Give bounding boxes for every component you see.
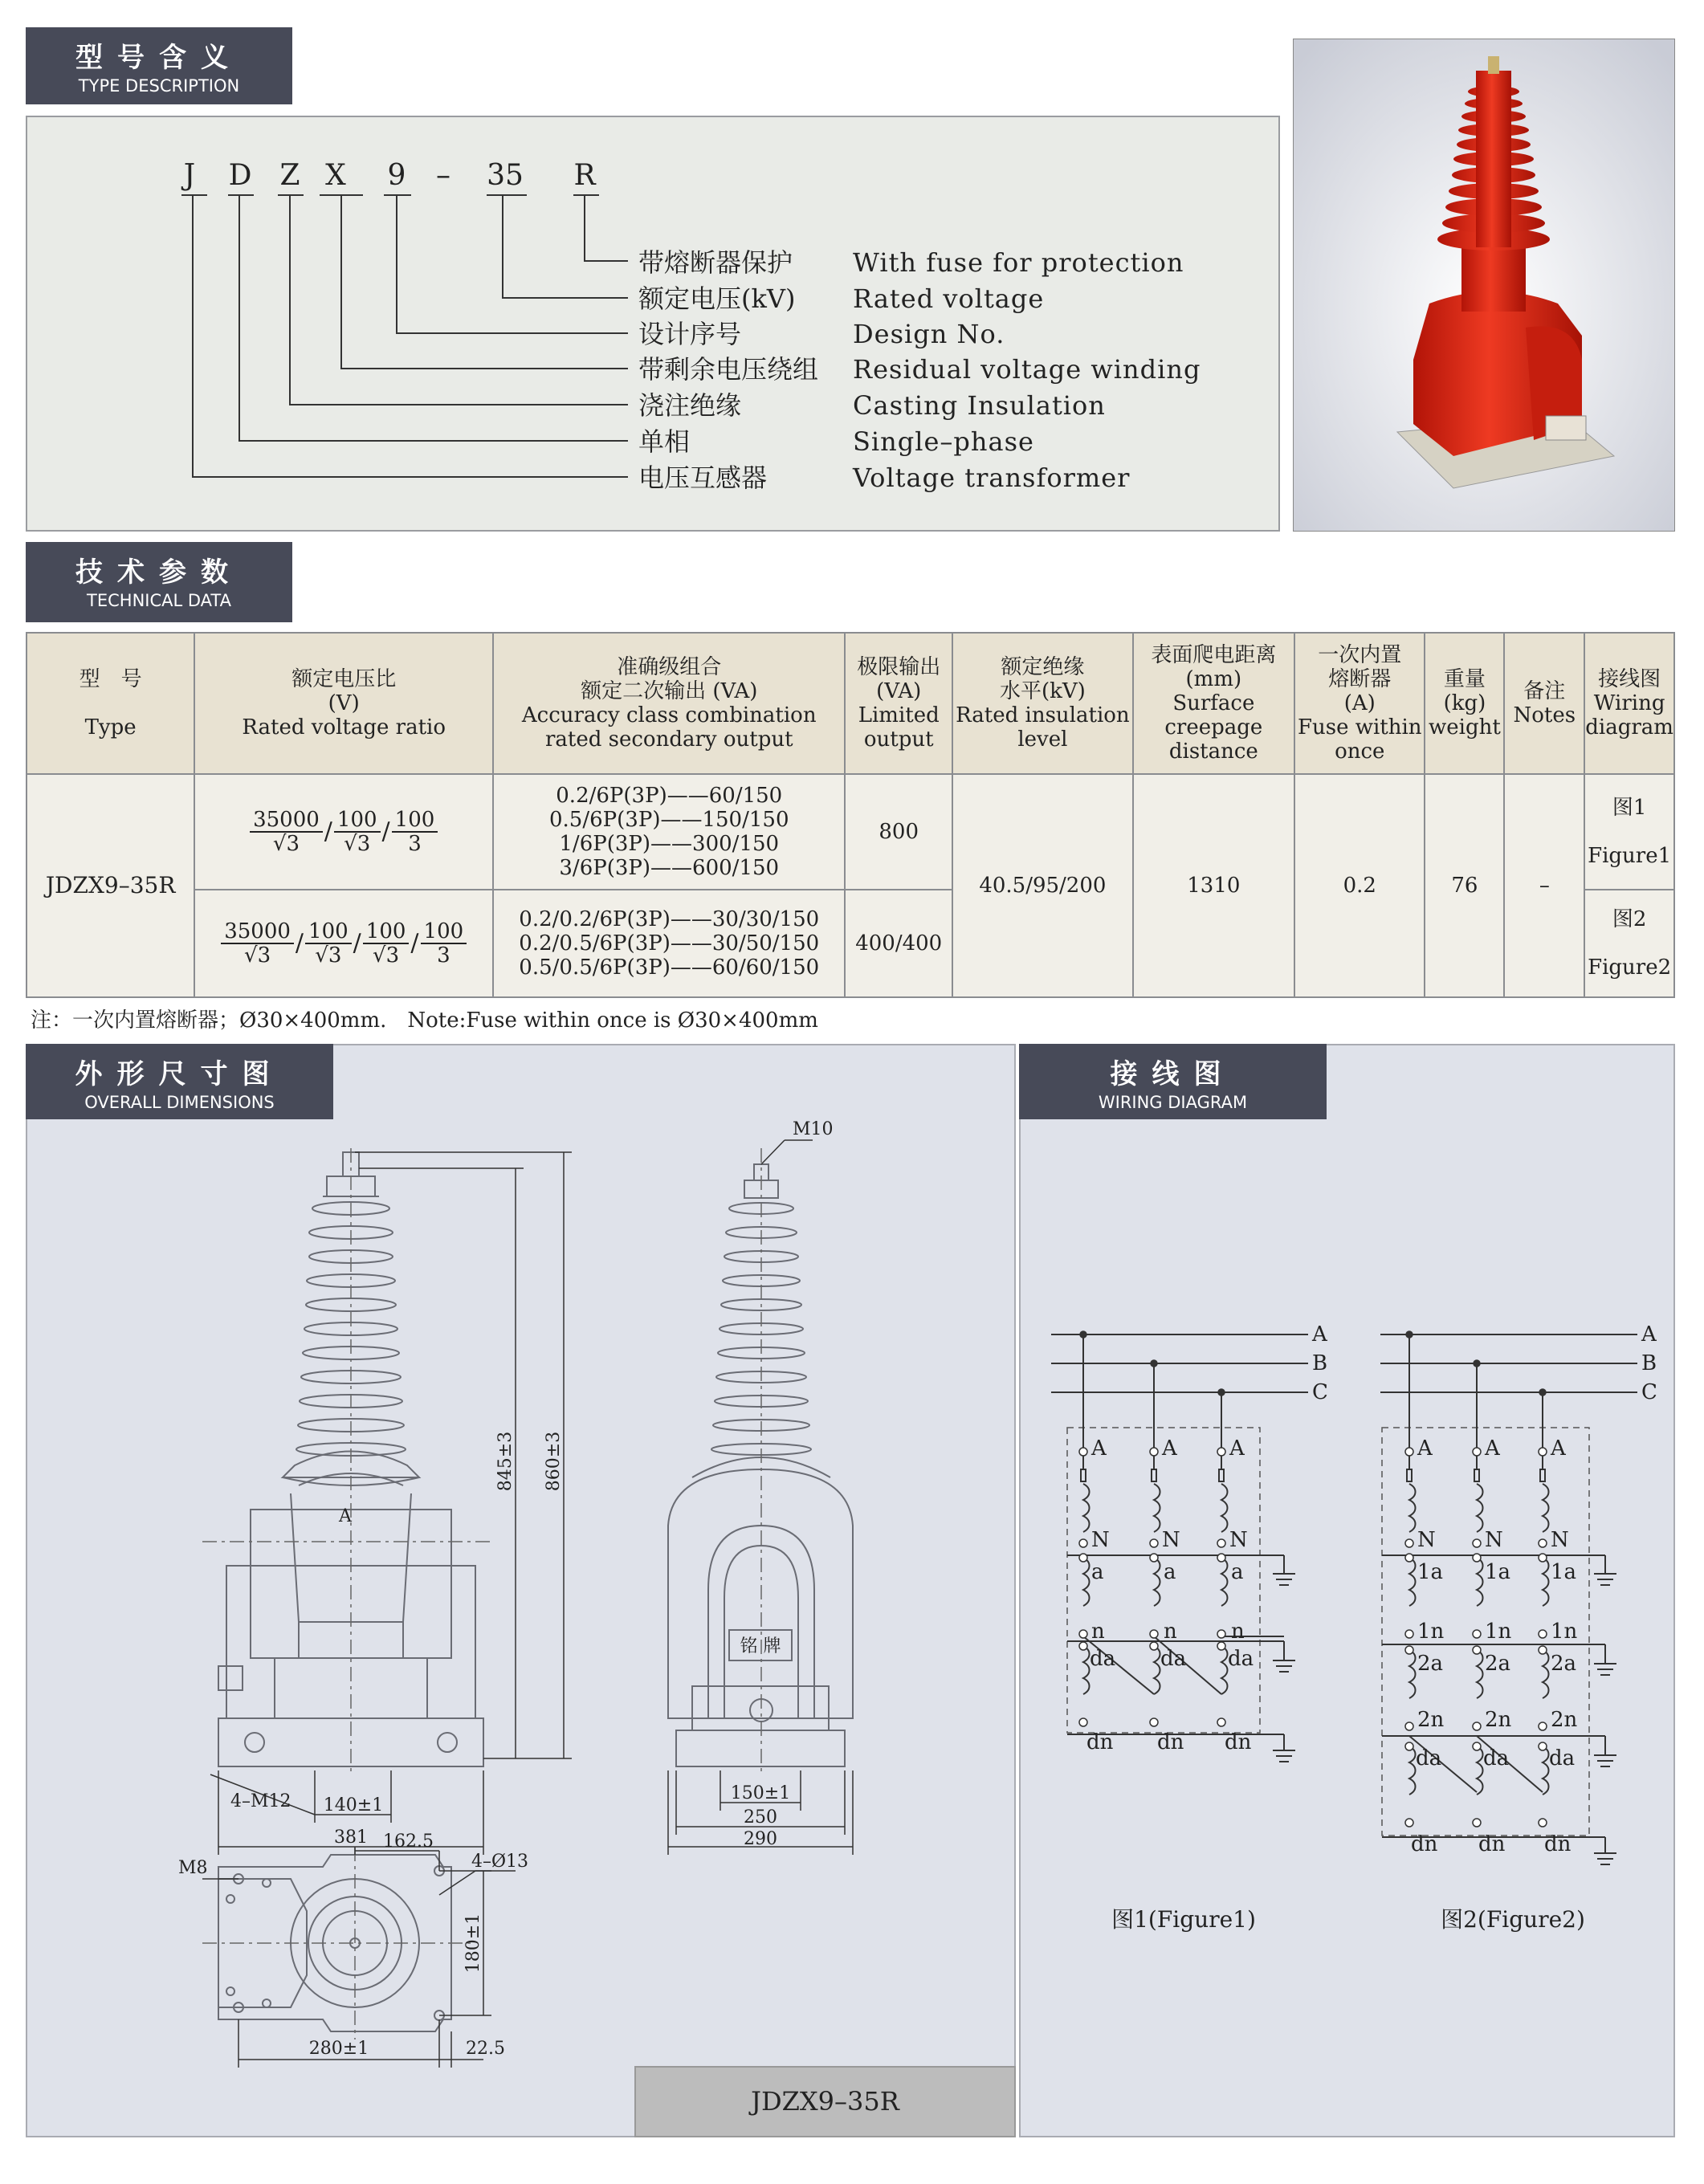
dim-m10: M10 <box>793 1119 834 1139</box>
dim-180: 180±1 <box>463 1913 483 1974</box>
secondary-a-label: a <box>1091 1560 1104 1584</box>
header-wiring: 接线图 Wiring diagram <box>1584 633 1674 774</box>
primary-a-label: A <box>1485 1436 1500 1461</box>
meaning-zh-transformer: 电压互感器 <box>638 462 768 493</box>
residual-dn-label: dn <box>1544 1832 1572 1856</box>
secondary-a-label: a <box>1164 1560 1176 1584</box>
cell-limited-1: 800 <box>845 774 952 890</box>
meaning-zh-single: 单相 <box>638 426 691 457</box>
nameplate-label: 铭 牌 <box>740 1636 781 1656</box>
dim-m8: M8 <box>178 1858 208 1878</box>
dim-290: 290 <box>744 1829 777 1849</box>
secondary-a-label: a <box>1231 1560 1244 1584</box>
cell-ratio-2: $\frac{35000}{√3}$ / $\frac{100}{√3}$ / $\frac{100}{√3}$ / $\frac{100}{3}$ <box>194 890 493 997</box>
residual-da-label: da <box>1228 1647 1254 1671</box>
cell-wiring-1: 图1 Figure1 <box>1584 774 1674 890</box>
cell-ratio-1: $\frac{35000}{√3}$ / $\frac{100}{√3}$ / $\frac{100}{3}$ <box>194 774 493 890</box>
side-view <box>668 1119 853 1855</box>
phase-a-label: A <box>1641 1322 1657 1347</box>
type-code-diagram <box>0 0 1285 538</box>
primary-a-label: A <box>1229 1436 1245 1461</box>
meaning-zh-residual: 带剩余电压绕组 <box>638 354 819 385</box>
wiring-figure-1 <box>1051 1322 1328 1933</box>
phase-c-label: C <box>1641 1380 1657 1404</box>
residual-dn-label: dn <box>1157 1730 1184 1754</box>
cell-limited-2: 400/400 <box>845 890 952 997</box>
front-view <box>202 1148 572 1855</box>
front-label-a: A <box>339 1506 352 1526</box>
header-notes: 备注 Notes <box>1504 633 1584 774</box>
cell-type: JDZX9–35R <box>26 774 194 997</box>
header-accuracy: 准确级组合 额定二次输出 (VA) Accuracy class combination rated secondary output <box>493 633 845 774</box>
dim-250: 250 <box>744 1807 777 1827</box>
meaning-zh-design: 设计序号 <box>638 319 742 349</box>
secondary-1a-label: 1a <box>1417 1560 1444 1584</box>
section-title-en: OVERALL DIMENSIONS <box>84 1093 275 1112</box>
header-insulation: 额定绝缘 水平(kV) Rated insulation level <box>952 633 1133 774</box>
code-letter-j: J <box>183 159 196 192</box>
residual-dn-label: dn <box>1225 1730 1252 1754</box>
neutral-n-label: N <box>1417 1528 1436 1552</box>
figure2-caption: 图2(Figure2) <box>1441 1906 1585 1933</box>
header-weight: 重量 (kg) weight <box>1425 633 1504 774</box>
section-title-en: TYPE DESCRIPTION <box>78 76 240 96</box>
dim-381: 381 <box>334 1827 368 1848</box>
cell-fuse: 0.2 <box>1294 774 1425 997</box>
primary-a-label: A <box>1551 1436 1566 1461</box>
residual-da-label: da <box>1416 1746 1442 1770</box>
secondary-2n-label: 2n <box>1551 1708 1578 1732</box>
section-title-zh: 接线图 <box>1110 1058 1236 1090</box>
cell-accuracy-1: 0.2/6P(3P)——60/150 0.5/6P(3P)——150/150 1/6P(3P)——300/150 3/6P(3P)——600/150 <box>493 774 845 890</box>
secondary-1n-label: 1n <box>1417 1620 1445 1644</box>
cell-wiring-2: 图2 Figure2 <box>1584 890 1674 997</box>
section-title-zh: 型号含义 <box>75 42 243 74</box>
table-row <box>26 774 1674 890</box>
dim-22-5: 22.5 <box>466 2039 505 2059</box>
code-dash: – <box>436 159 450 192</box>
dim-860: 860±3 <box>544 1431 564 1492</box>
header-fuse: 一次内置 熔断器 (A) Fuse within once <box>1294 633 1425 774</box>
phase-a-label: A <box>1312 1322 1327 1347</box>
meaning-zh-casting: 浇注绝缘 <box>638 390 742 421</box>
cell-creepage: 1310 <box>1133 774 1294 997</box>
meaning-en-fuse: With fuse for protection <box>853 247 1184 278</box>
header-creepage: 表面爬电距离 (mm) Surface creepage distance <box>1133 633 1294 774</box>
dim-m12: 4–M12 <box>230 1791 291 1811</box>
dim-280: 280±1 <box>308 2039 369 2059</box>
meaning-en-residual: Residual voltage winding <box>853 354 1201 385</box>
secondary-1n-label: 1n <box>1485 1620 1512 1644</box>
dim-845: 845±3 <box>495 1431 516 1492</box>
secondary-2a-label: 2a <box>1551 1652 1577 1676</box>
header-type: 型 号 Type <box>26 633 194 774</box>
meaning-en-transformer: Voltage transformer <box>853 462 1131 493</box>
cell-notes: – <box>1504 774 1584 997</box>
secondary-1a-label: 1a <box>1551 1560 1577 1584</box>
code-letter-d: D <box>228 159 252 192</box>
primary-a-label: A <box>1091 1436 1107 1461</box>
secondary-n-label: n <box>1091 1620 1105 1644</box>
neutral-n-label: N <box>1091 1528 1110 1552</box>
neutral-n-label: N <box>1485 1528 1503 1552</box>
meaning-en-casting: Casting Insulation <box>853 390 1106 421</box>
wiring-schematics <box>1019 1044 1675 2137</box>
wiring-figure-2 <box>1380 1322 1657 1933</box>
section-title-zh: 外形尺寸图 <box>75 1058 284 1090</box>
neutral-n-label: N <box>1162 1528 1180 1552</box>
meaning-en-voltage: Rated voltage <box>853 283 1045 314</box>
residual-dn-label: dn <box>1478 1832 1506 1856</box>
dimension-drawings <box>26 1044 1016 2137</box>
product-photo <box>1293 39 1675 532</box>
dim-150: 150±1 <box>730 1783 791 1803</box>
cell-accuracy-2: 0.2/0.2/6P(3P)——30/30/150 0.2/0.5/6P(3P)——30/50/150 0.5/0.5/6P(3P)——60/60/150 <box>493 890 845 997</box>
residual-dn-label: dn <box>1086 1730 1114 1754</box>
phase-c-label: C <box>1312 1380 1328 1404</box>
cell-insulation: 40.5/95/200 <box>952 774 1133 997</box>
cell-weight: 76 <box>1425 774 1504 997</box>
secondary-2n-label: 2n <box>1417 1708 1445 1732</box>
meaning-en-single: Single–phase <box>853 426 1034 457</box>
code-voltage: 35 <box>487 159 524 192</box>
figure1-caption: 图1(Figure1) <box>1111 1906 1256 1933</box>
code-letter-x: X <box>325 159 346 192</box>
secondary-n-label: n <box>1164 1620 1177 1644</box>
meaning-zh-voltage: 额定电压(kV) <box>638 283 796 314</box>
secondary-2a-label: 2a <box>1417 1652 1444 1676</box>
model-label-box <box>634 2066 1016 2137</box>
secondary-1n-label: 1n <box>1551 1620 1578 1644</box>
neutral-n-label: N <box>1229 1528 1248 1552</box>
table-footnote: 注：一次内置熔断器；Ø30×400mm. Note:Fuse within once is Ø30×400mm <box>31 1008 818 1033</box>
residual-da-label: da <box>1483 1746 1510 1770</box>
primary-a-label: A <box>1417 1436 1433 1461</box>
code-letter-9: 9 <box>387 159 406 192</box>
residual-da-label: da <box>1160 1647 1187 1671</box>
meaning-en-design: Design No. <box>853 319 1005 349</box>
code-letter-r: R <box>573 159 596 192</box>
section-title-en: TECHNICAL DATA <box>87 591 231 610</box>
phase-b-label: B <box>1312 1351 1328 1375</box>
secondary-n-label: n <box>1231 1620 1245 1644</box>
model-label: JDZX9–35R <box>751 2086 899 2117</box>
header-ratio: 额定电压比 (V) Rated voltage ratio <box>194 633 493 774</box>
header-limited: 极限输出 (VA) Limited output <box>845 633 952 774</box>
residual-da-label: da <box>1090 1647 1116 1671</box>
top-view <box>178 1832 528 2068</box>
dim-holes: 4–Ø13 <box>471 1852 529 1872</box>
dim-140: 140±1 <box>323 1795 384 1815</box>
section-title-en: WIRING DIAGRAM <box>1098 1093 1248 1112</box>
secondary-2n-label: 2n <box>1485 1708 1512 1732</box>
residual-da-label: da <box>1549 1746 1576 1770</box>
meaning-zh-fuse: 带熔断器保护 <box>638 247 793 278</box>
table-header-row <box>26 633 1674 774</box>
phase-b-label: B <box>1641 1351 1657 1375</box>
secondary-2a-label: 2a <box>1485 1652 1511 1676</box>
primary-a-label: A <box>1162 1436 1177 1461</box>
dim-162-5: 162.5 <box>383 1832 434 1852</box>
technical-data-table <box>26 632 1675 998</box>
code-letter-z: Z <box>279 159 300 192</box>
residual-dn-label: dn <box>1411 1832 1438 1856</box>
neutral-n-label: N <box>1551 1528 1569 1552</box>
section-header-technical-data <box>26 542 292 622</box>
secondary-1a-label: 1a <box>1485 1560 1511 1584</box>
section-title-zh: 技术参数 <box>75 556 243 589</box>
